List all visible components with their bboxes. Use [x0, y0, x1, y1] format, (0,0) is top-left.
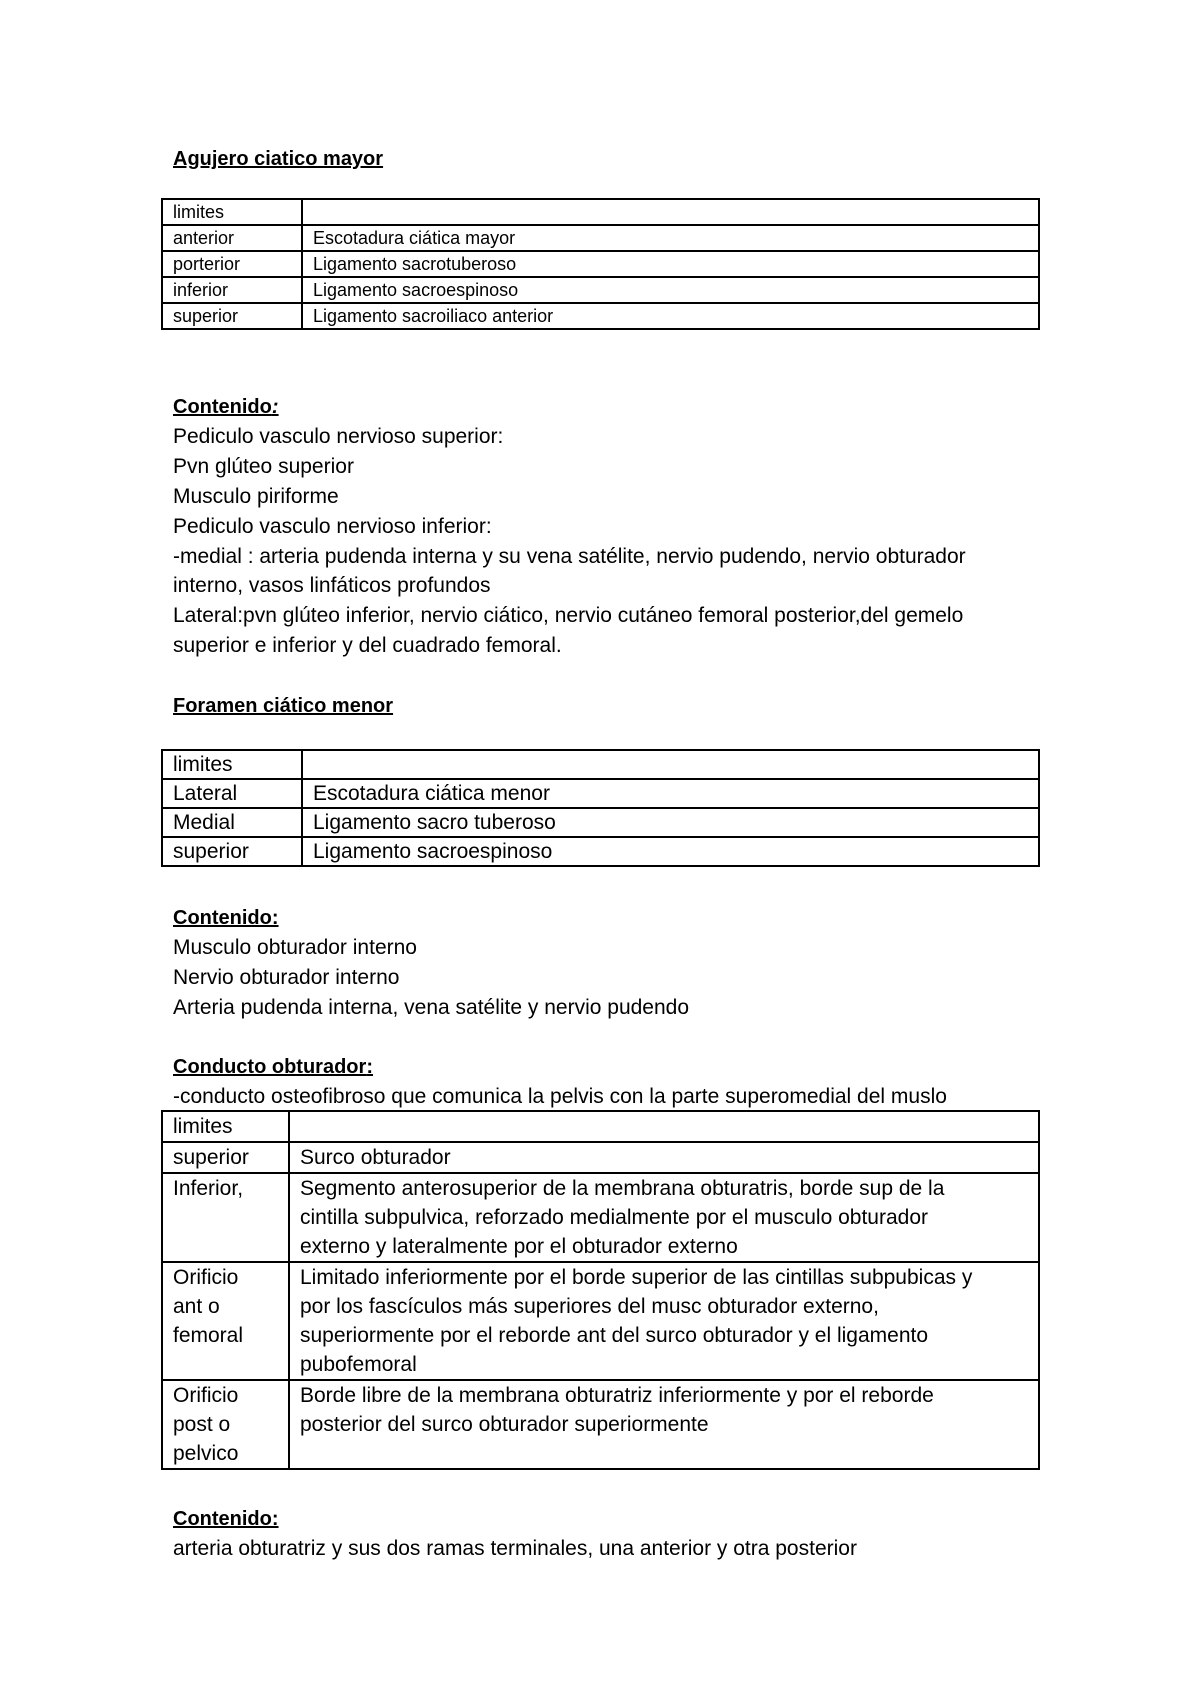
- table-row: [162, 1111, 1039, 1142]
- content-line: interno, vasos linfáticos profundos: [173, 574, 491, 597]
- row-label: Inferior,: [162, 1173, 289, 1262]
- row-label: limites: [162, 750, 302, 779]
- section2-title: Foramen ciático menor: [173, 695, 394, 717]
- content-line: Musculo obturador interno: [173, 936, 417, 959]
- row-label: superior: [162, 837, 302, 866]
- section2-limits-table: [161, 749, 1040, 867]
- table-row: [162, 251, 1039, 277]
- row-label: Medial: [162, 808, 302, 837]
- row-label: superior: [162, 1142, 289, 1173]
- row-label: anterior: [162, 225, 302, 251]
- row-label: porterior: [162, 251, 302, 277]
- table-row: [162, 1380, 1039, 1469]
- section3-title-colon: :: [366, 1056, 373, 1078]
- table-row: [162, 1142, 1039, 1173]
- contenido-label: Contenido: [173, 396, 272, 418]
- section1-limits-table: [161, 198, 1040, 330]
- row-value: Segmento anterosuperior de la membrana obturatris, borde sup de la cintilla subpulvica, reforzado medialmente por el musculo obturador externo y lateralmente por el obturador externo: [289, 1173, 1039, 1262]
- content-line: Pediculo vasculo nervioso inferior:: [173, 515, 492, 538]
- row-value: [302, 199, 1039, 225]
- row-value: Borde libre de la membrana obturatriz inferiormente y por el reborde posterior del surco obturador superiormente: [289, 1380, 1039, 1469]
- row-label: inferior: [162, 277, 302, 303]
- row-value: Surco obturador: [289, 1142, 1039, 1173]
- section2-contenido-title: Contenido:: [173, 907, 279, 929]
- table-row: [162, 199, 1039, 225]
- row-label: Orificio post o pelvico: [162, 1380, 289, 1469]
- content-line: Pediculo vasculo nervioso superior:: [173, 425, 504, 448]
- table-row: [162, 277, 1039, 303]
- section3-contenido-title: Contenido:: [173, 1508, 279, 1530]
- table-row: [162, 837, 1039, 866]
- content-line: -medial : arteria pudenda interna y su vena satélite, nervio pudendo, nervio obturador: [173, 545, 966, 568]
- content-line: Musculo piriforme: [173, 485, 339, 508]
- content-line: Nervio obturador interno: [173, 966, 400, 989]
- section1-contenido-title: [173, 395, 279, 419]
- section3-limits-table: [161, 1110, 1040, 1470]
- row-value: Limitado inferiormente por el borde superior de las cintillas subpubicas y por los fascículos más superiores del musc obturador externo, superiormente por el reborde ant del surco obturador y el ligamento pubofemoral: [289, 1262, 1039, 1380]
- table-row: [162, 1262, 1039, 1380]
- row-value: Escotadura ciática mayor: [302, 225, 1039, 251]
- row-label: superior: [162, 303, 302, 329]
- content-line: Lateral:pvn glúteo inferior, nervio ciático, nervio cutáneo femoral posterior,del gemelo: [173, 604, 964, 627]
- row-value: Ligamento sacroespinoso: [302, 277, 1039, 303]
- row-value: Ligamento sacroespinoso: [302, 837, 1039, 866]
- section1-title: Agujero ciatico mayor: [173, 148, 384, 170]
- row-value: Ligamento sacroiliaco anterior: [302, 303, 1039, 329]
- table-row: [162, 750, 1039, 779]
- row-value: [302, 750, 1039, 779]
- row-value: Ligamento sacro tuberoso: [302, 808, 1039, 837]
- row-value: Ligamento sacrotuberoso: [302, 251, 1039, 277]
- table-row: [162, 303, 1039, 329]
- table-row: [162, 225, 1039, 251]
- content-line: Pvn glúteo superior: [173, 455, 354, 478]
- section3-title-text: Conducto obturador: [173, 1056, 367, 1078]
- content-line: arteria obturatriz y sus dos ramas terminales, una anterior y otra posterior: [173, 1537, 857, 1560]
- row-value: [289, 1111, 1039, 1142]
- row-label: limites: [162, 1111, 289, 1142]
- row-label: limites: [162, 199, 302, 225]
- content-line: superior e inferior y del cuadrado femoral.: [173, 634, 562, 657]
- table-row: [162, 779, 1039, 808]
- table-row: [162, 808, 1039, 837]
- section3-title: [173, 1055, 373, 1079]
- row-label: Orificio ant o femoral: [162, 1262, 289, 1380]
- contenido-colon: :: [271, 396, 279, 418]
- content-line: Arteria pudenda interna, vena satélite y nervio pudendo: [173, 996, 690, 1019]
- table-row: [162, 1173, 1039, 1262]
- row-label: Lateral: [162, 779, 302, 808]
- row-value: Escotadura ciática menor: [302, 779, 1039, 808]
- section3-intro: -conducto osteofibroso que comunica la pelvis con la parte superomedial del muslo: [173, 1085, 947, 1108]
